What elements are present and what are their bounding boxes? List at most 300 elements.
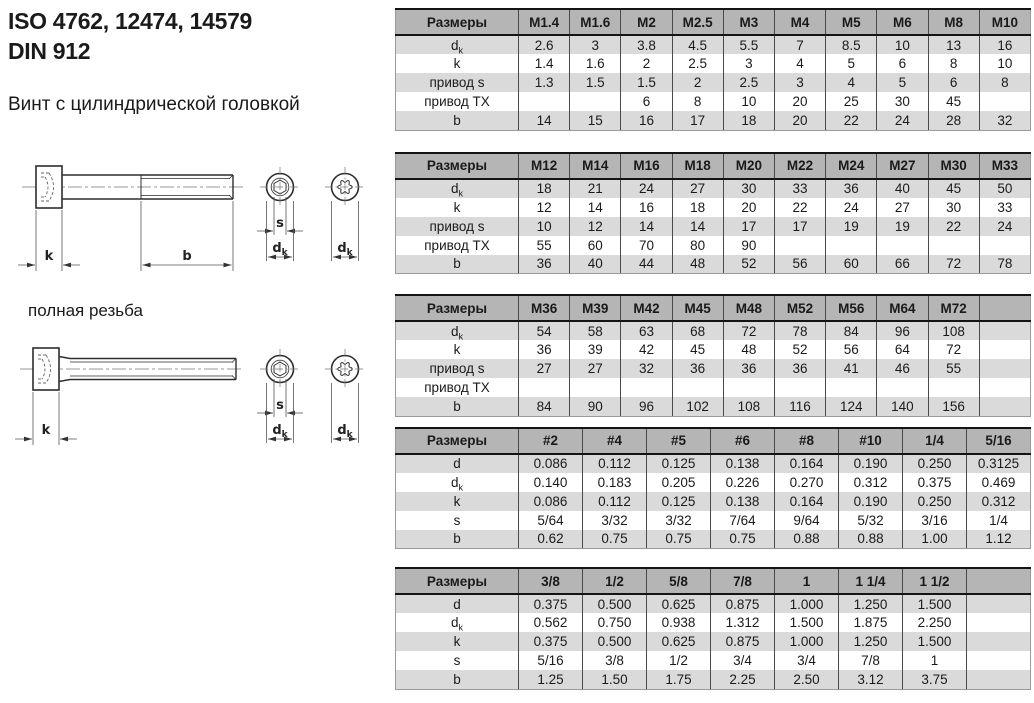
dimension-value-cell: 30 <box>723 179 774 198</box>
dimension-value-cell <box>967 651 1031 670</box>
dimension-value-cell <box>979 236 1030 255</box>
size-column-header: 1 1/4 <box>839 568 903 594</box>
size-column-header: M52 <box>774 295 825 321</box>
dimension-value-cell <box>774 236 825 255</box>
parameter-label-cell: привод TX <box>396 92 519 111</box>
size-column-header: M18 <box>672 153 723 179</box>
dimension-value-cell: 6 <box>621 92 672 111</box>
dimension-value-cell: 3/32 <box>647 511 711 530</box>
dimension-value-cell <box>621 378 672 397</box>
dimension-value-cell: 48 <box>672 255 723 274</box>
dimension-value-cell: 0.125 <box>647 454 711 473</box>
dimension-value-cell: 3.75 <box>903 670 967 689</box>
dimension-value-cell: 45 <box>928 179 979 198</box>
hex-socket-end-view <box>260 349 300 389</box>
dimension-value-cell: 3.12 <box>839 670 903 689</box>
dimension-value-cell: 1/2 <box>647 651 711 670</box>
dimension-value-cell: 1.3 <box>519 73 570 92</box>
dimension-value-cell <box>979 92 1030 111</box>
dimension-value-cell: 0.469 <box>967 473 1031 492</box>
table-row <box>396 54 1031 73</box>
dimension-value-cell: 8 <box>672 92 723 111</box>
screw-drawing-partial-thread <box>8 153 390 285</box>
dimension-value-cell: 0.3125 <box>967 454 1031 473</box>
dimension-value-cell: 12 <box>570 217 621 236</box>
dimension-value-cell: 18 <box>723 111 774 130</box>
table-row <box>396 511 1031 530</box>
size-column-header: M20 <box>723 153 774 179</box>
dimension-value-cell: 4 <box>774 54 825 73</box>
dimension-dk-hex-label: $d_k$ <box>272 422 288 440</box>
dimension-value-cell: 3.8 <box>621 35 672 54</box>
dimension-value-cell: 0.183 <box>583 473 647 492</box>
dimension-value-cell: 55 <box>519 236 570 255</box>
table-row <box>396 454 1031 473</box>
table-row <box>396 594 1031 613</box>
table-header-row <box>396 428 1031 454</box>
parameter-label-cell: b <box>396 670 519 689</box>
dimension-value-cell: 0.112 <box>583 492 647 511</box>
dimension-value-cell: 50 <box>979 179 1030 198</box>
dimension-value-cell: 27 <box>877 198 928 217</box>
dimension-value-cell: 0.312 <box>839 473 903 492</box>
dimension-value-cell: 1/4 <box>967 511 1031 530</box>
dimension-value-cell: 2.6 <box>519 35 570 54</box>
table-row <box>396 73 1031 92</box>
size-column-header: M22 <box>774 153 825 179</box>
dimension-value-cell: 1.250 <box>839 632 903 651</box>
dimension-value-cell: 0.750 <box>583 613 647 632</box>
dimension-value-cell: 68 <box>672 321 723 340</box>
dimension-value-cell: 48 <box>723 340 774 359</box>
dimension-value-cell: 0.312 <box>967 492 1031 511</box>
size-column-header: 1/2 <box>583 568 647 594</box>
sizes-header-cell: Размеры <box>396 295 519 321</box>
sizes-header-cell: Размеры <box>396 9 519 35</box>
sizes-header-cell: Размеры <box>396 568 519 594</box>
table-header-row <box>396 295 1031 321</box>
dimension-value-cell: 42 <box>621 340 672 359</box>
dimension-value-cell: 70 <box>621 236 672 255</box>
dimension-value-cell: 0.375 <box>519 632 583 651</box>
table-row <box>396 198 1031 217</box>
dimension-value-cell: 8 <box>928 54 979 73</box>
dimension-value-cell: 20 <box>774 111 825 130</box>
parameter-label-cell: d <box>396 454 519 473</box>
hex-socket-end-view <box>260 167 300 207</box>
dimension-value-cell: 7/8 <box>839 651 903 670</box>
dimension-value-cell: 60 <box>826 255 877 274</box>
size-column-header: 5/8 <box>647 568 711 594</box>
size-column-header: #5 <box>647 428 711 454</box>
dimension-value-cell: 0.62 <box>519 530 583 549</box>
dimension-value-cell: 1.75 <box>647 670 711 689</box>
size-column-header <box>967 568 1031 594</box>
dimension-value-cell: 5/16 <box>519 651 583 670</box>
dimension-value-cell <box>826 378 877 397</box>
size-column-header: M27 <box>877 153 928 179</box>
dimension-value-cell: 8.5 <box>826 35 877 54</box>
dimension-value-cell: 0.270 <box>775 473 839 492</box>
torx-socket-end-view <box>325 167 365 207</box>
dimension-value-cell: 36 <box>519 340 570 359</box>
dimension-value-cell: 72 <box>723 321 774 340</box>
dimension-value-cell: 2 <box>672 73 723 92</box>
size-column-header: M1.6 <box>570 9 621 35</box>
dimension-value-cell: 0.138 <box>711 492 775 511</box>
dimension-table-inch-small <box>395 427 1031 550</box>
table-row <box>396 378 1031 397</box>
dimension-value-cell: 1.6 <box>570 54 621 73</box>
dimension-value-cell: 156 <box>928 397 979 416</box>
table-row <box>396 92 1031 111</box>
dimension-k-label: k <box>44 248 54 264</box>
dimension-value-cell: 40 <box>877 179 928 198</box>
dimension-value-cell: 3/4 <box>711 651 775 670</box>
dimension-value-cell: 55 <box>928 359 979 378</box>
dimension-value-cell: 22 <box>928 217 979 236</box>
size-column-header: M12 <box>519 153 570 179</box>
size-column-header: 3/8 <box>519 568 583 594</box>
dimension-value-cell: 0.086 <box>519 454 583 473</box>
parameter-label-cell: s <box>396 651 519 670</box>
parameter-label-cell: привод s <box>396 359 519 378</box>
dimension-value-cell: 30 <box>928 198 979 217</box>
dimension-value-cell: 2.50 <box>775 670 839 689</box>
dimension-value-cell: 0.875 <box>711 594 775 613</box>
dimension-value-cell: 17 <box>774 217 825 236</box>
dimension-value-cell: 66 <box>877 255 928 274</box>
size-column-header: M3 <box>723 9 774 35</box>
dimension-value-cell: 78 <box>979 255 1030 274</box>
size-column-header: M30 <box>928 153 979 179</box>
screw-drawing-full-thread <box>8 323 390 453</box>
tables-column <box>392 0 1034 703</box>
size-column-header: M36 <box>519 295 570 321</box>
dimension-value-cell: 33 <box>774 179 825 198</box>
size-column-header: M64 <box>877 295 928 321</box>
dimension-value-cell: 39 <box>570 340 621 359</box>
dimension-dk-torx-label: $d_k$ <box>337 422 353 440</box>
dimension-value-cell <box>570 92 621 111</box>
dimension-value-cell: 36 <box>723 359 774 378</box>
dimension-value-cell: 0.375 <box>903 473 967 492</box>
dimension-value-cell: 0.625 <box>647 594 711 613</box>
dimension-value-cell: 10 <box>877 35 928 54</box>
table-row <box>396 111 1031 130</box>
dimension-value-cell: 0.625 <box>647 632 711 651</box>
dimension-value-cell: 2.5 <box>672 54 723 73</box>
dimension-value-cell: 1.000 <box>775 632 839 651</box>
dimension-value-cell: 36 <box>672 359 723 378</box>
table-row <box>396 35 1031 54</box>
parameter-label-cell: k <box>396 340 519 359</box>
dimension-value-cell: 0.75 <box>711 530 775 549</box>
dimension-value-cell: 20 <box>723 198 774 217</box>
dimension-value-cell: 14 <box>621 217 672 236</box>
screw-head-outline <box>36 166 62 208</box>
dimension-value-cell: 36 <box>826 179 877 198</box>
dimension-value-cell: 6 <box>928 73 979 92</box>
size-column-header: M16 <box>621 153 672 179</box>
dimension-value-cell: 0.875 <box>711 632 775 651</box>
dimension-value-cell: 3 <box>570 35 621 54</box>
parameter-label-cell: k <box>396 54 519 73</box>
parameter-label-cell: $d_k$ <box>396 473 519 492</box>
dimension-value-cell <box>723 378 774 397</box>
dimension-value-cell: 40 <box>570 255 621 274</box>
dimension-value-cell: 5 <box>877 73 928 92</box>
dimension-value-cell: 0.500 <box>583 632 647 651</box>
dimension-value-cell: 124 <box>826 397 877 416</box>
dimension-value-cell: 1.00 <box>903 530 967 549</box>
dimension-value-cell <box>967 613 1031 632</box>
dimension-value-cell <box>979 340 1030 359</box>
dimension-b-label: b <box>182 248 192 264</box>
table-row <box>396 473 1031 492</box>
dimension-value-cell: 6 <box>877 54 928 73</box>
dimension-value-cell: 0.75 <box>583 530 647 549</box>
dimension-value-cell: 22 <box>826 111 877 130</box>
dimension-value-cell: 16 <box>621 111 672 130</box>
size-column-header: M8 <box>928 9 979 35</box>
dimension-value-cell: 56 <box>826 340 877 359</box>
table-row <box>396 613 1031 632</box>
parameter-label-cell: $d_k$ <box>396 613 519 632</box>
table-row <box>396 670 1031 689</box>
dimension-value-cell: 102 <box>672 397 723 416</box>
dimension-value-cell: 90 <box>723 236 774 255</box>
dimension-value-cell: 5 <box>826 54 877 73</box>
dimension-value-cell: 96 <box>877 321 928 340</box>
dimension-value-cell: 14 <box>570 198 621 217</box>
dimension-value-cell: 2.250 <box>903 613 967 632</box>
size-column-header: #8 <box>775 428 839 454</box>
size-column-header: 1 <box>775 568 839 594</box>
dimension-value-cell: 54 <box>519 321 570 340</box>
dimension-value-cell: 0.140 <box>519 473 583 492</box>
standard-title-din: DIN 912 <box>8 38 91 65</box>
dimension-value-cell: 24 <box>979 217 1030 236</box>
dimension-value-cell: 4 <box>826 73 877 92</box>
dimension-value-cell: 5/32 <box>839 511 903 530</box>
sizes-header-cell: Размеры <box>396 428 519 454</box>
dimension-value-cell: 4.5 <box>672 35 723 54</box>
standard-title-iso: ISO 4762, 12474, 14579 <box>8 8 253 34</box>
dimension-value-cell <box>979 359 1030 378</box>
size-column-header: M48 <box>723 295 774 321</box>
dimension-value-cell: 58 <box>570 321 621 340</box>
dimension-value-cell: 9/64 <box>775 511 839 530</box>
dimension-value-cell: 0.88 <box>775 530 839 549</box>
dimension-value-cell: 12 <box>519 198 570 217</box>
dimension-value-cell: 3 <box>723 54 774 73</box>
dimension-value-cell: 5/64 <box>519 511 583 530</box>
size-column-header <box>979 295 1030 321</box>
dimension-value-cell: 0.226 <box>711 473 775 492</box>
dimension-value-cell: 0.190 <box>839 492 903 511</box>
dimension-value-cell: 18 <box>672 198 723 217</box>
table-row <box>396 651 1031 670</box>
table-header-row <box>396 153 1031 179</box>
dimension-value-cell: 0.205 <box>647 473 711 492</box>
dimension-value-cell: 45 <box>928 92 979 111</box>
size-column-header: #6 <box>711 428 775 454</box>
size-column-header: #10 <box>839 428 903 454</box>
dimension-value-cell <box>570 378 621 397</box>
parameter-label-cell: b <box>396 530 519 549</box>
dimension-value-cell: 0.75 <box>647 530 711 549</box>
dimension-value-cell: 27 <box>519 359 570 378</box>
size-column-header: M72 <box>928 295 979 321</box>
dimension-value-cell: 19 <box>877 217 928 236</box>
dimension-value-cell: 0.164 <box>775 454 839 473</box>
size-column-header: M14 <box>570 153 621 179</box>
dimension-value-cell: 63 <box>621 321 672 340</box>
dimension-value-cell: 0.086 <box>519 492 583 511</box>
dimension-value-cell: 14 <box>519 111 570 130</box>
dimension-value-cell: 78 <box>774 321 825 340</box>
dimension-value-cell: 22 <box>774 198 825 217</box>
dimension-value-cell: 3/8 <box>583 651 647 670</box>
parameter-label-cell: $d_k$ <box>396 35 519 54</box>
dimension-value-cell: 46 <box>877 359 928 378</box>
dimension-value-cell: 1.25 <box>519 670 583 689</box>
dimension-value-cell: 1 <box>903 651 967 670</box>
parameter-label-cell: s <box>396 511 519 530</box>
size-column-header: M6 <box>877 9 928 35</box>
dimension-value-cell: 2 <box>621 54 672 73</box>
dimension-value-cell: 1.500 <box>903 594 967 613</box>
table-row <box>396 236 1031 255</box>
dimension-value-cell: 1.4 <box>519 54 570 73</box>
table-row <box>396 321 1031 340</box>
dimension-table-inch-large <box>395 567 1031 690</box>
dimension-value-cell: 7 <box>774 35 825 54</box>
dimension-value-cell: 108 <box>928 321 979 340</box>
dimension-value-cell: 13 <box>928 35 979 54</box>
dimension-value-cell: 41 <box>826 359 877 378</box>
size-column-header: M42 <box>621 295 672 321</box>
dimension-value-cell <box>519 378 570 397</box>
dimension-value-cell: 60 <box>570 236 621 255</box>
dimension-k-label: k <box>41 422 51 438</box>
size-column-header: M39 <box>570 295 621 321</box>
dimension-s-label: s <box>276 215 284 231</box>
dimension-value-cell: 1.875 <box>839 613 903 632</box>
dimension-value-cell: 96 <box>621 397 672 416</box>
parameter-label-cell: $d_k$ <box>396 179 519 198</box>
table-row <box>396 340 1031 359</box>
dimension-value-cell: 17 <box>672 111 723 130</box>
dimension-value-cell: 33 <box>979 198 1030 217</box>
dimension-value-cell: 15 <box>570 111 621 130</box>
dimension-value-cell: 0.562 <box>519 613 583 632</box>
table-row <box>396 632 1031 651</box>
dimension-value-cell: 2.25 <box>711 670 775 689</box>
dimension-value-cell: 24 <box>826 198 877 217</box>
size-column-header: 1/4 <box>903 428 967 454</box>
parameter-label-cell: k <box>396 198 519 217</box>
dimension-value-cell <box>967 670 1031 689</box>
dimension-value-cell: 32 <box>621 359 672 378</box>
dimension-value-cell: 3/16 <box>903 511 967 530</box>
product-description: Винт с цилиндрической головкой <box>8 93 300 115</box>
size-column-header: M2 <box>621 9 672 35</box>
parameter-label-cell: k <box>396 632 519 651</box>
dimension-value-cell: 14 <box>672 217 723 236</box>
dimension-value-cell <box>672 378 723 397</box>
dimension-value-cell: 45 <box>672 340 723 359</box>
dimension-value-cell: 0.125 <box>647 492 711 511</box>
dimension-value-cell: 52 <box>723 255 774 274</box>
size-column-header: M24 <box>826 153 877 179</box>
dimension-table-metric-m1_4-m10 <box>395 8 1031 131</box>
dimension-value-cell: 3 <box>774 73 825 92</box>
parameter-label-cell: привод TX <box>396 378 519 397</box>
parameter-label-cell: привод TX <box>396 236 519 255</box>
dimension-value-cell: 80 <box>672 236 723 255</box>
dimension-value-cell: 116 <box>774 397 825 416</box>
dimension-value-cell: 72 <box>928 255 979 274</box>
dimension-value-cell: 84 <box>826 321 877 340</box>
size-column-header: M1.4 <box>519 9 570 35</box>
dimension-value-cell: 0.938 <box>647 613 711 632</box>
dimension-value-cell: 1.500 <box>775 613 839 632</box>
dimension-value-cell <box>826 236 877 255</box>
dimension-value-cell: 0.112 <box>583 454 647 473</box>
parameter-label-cell: k <box>396 492 519 511</box>
dimension-value-cell: 0.250 <box>903 492 967 511</box>
table-row <box>396 492 1031 511</box>
size-column-header: M5 <box>826 9 877 35</box>
dimension-value-cell: 64 <box>877 340 928 359</box>
dimension-value-cell <box>979 378 1030 397</box>
dimension-value-cell: 17 <box>723 217 774 236</box>
table-row <box>396 359 1031 378</box>
size-column-header: 1 1/2 <box>903 568 967 594</box>
dimension-value-cell <box>877 378 928 397</box>
dimension-value-cell: 36 <box>774 359 825 378</box>
dimension-dk-torx-label: $d_k$ <box>337 240 353 258</box>
dimension-value-cell: 1.50 <box>583 670 647 689</box>
dimension-table-metric-m36-m72 <box>395 294 1031 417</box>
dimension-value-cell <box>774 378 825 397</box>
dimension-value-cell: 20 <box>774 92 825 111</box>
dimension-value-cell: 16 <box>621 198 672 217</box>
size-column-header: M10 <box>979 9 1030 35</box>
dimension-value-cell <box>928 378 979 397</box>
dimension-value-cell: 140 <box>877 397 928 416</box>
dimension-value-cell: 32 <box>979 111 1030 130</box>
dimension-value-cell: 0.250 <box>903 454 967 473</box>
parameter-label-cell: $d_k$ <box>396 321 519 340</box>
dimension-value-cell: 10 <box>519 217 570 236</box>
table-row <box>396 217 1031 236</box>
size-column-header: 5/16 <box>967 428 1031 454</box>
dimension-value-cell <box>877 236 928 255</box>
dimension-value-cell: 5.5 <box>723 35 774 54</box>
dimension-value-cell: 1.5 <box>570 73 621 92</box>
size-column-header: M33 <box>979 153 1030 179</box>
size-column-header: M2.5 <box>672 9 723 35</box>
dimension-value-cell: 52 <box>774 340 825 359</box>
dimension-value-cell: 25 <box>826 92 877 111</box>
dimension-table-metric-m12-m33 <box>395 152 1031 275</box>
dimension-value-cell: 108 <box>723 397 774 416</box>
dimension-value-cell: 10 <box>979 54 1030 73</box>
dimension-value-cell: 18 <box>519 179 570 198</box>
